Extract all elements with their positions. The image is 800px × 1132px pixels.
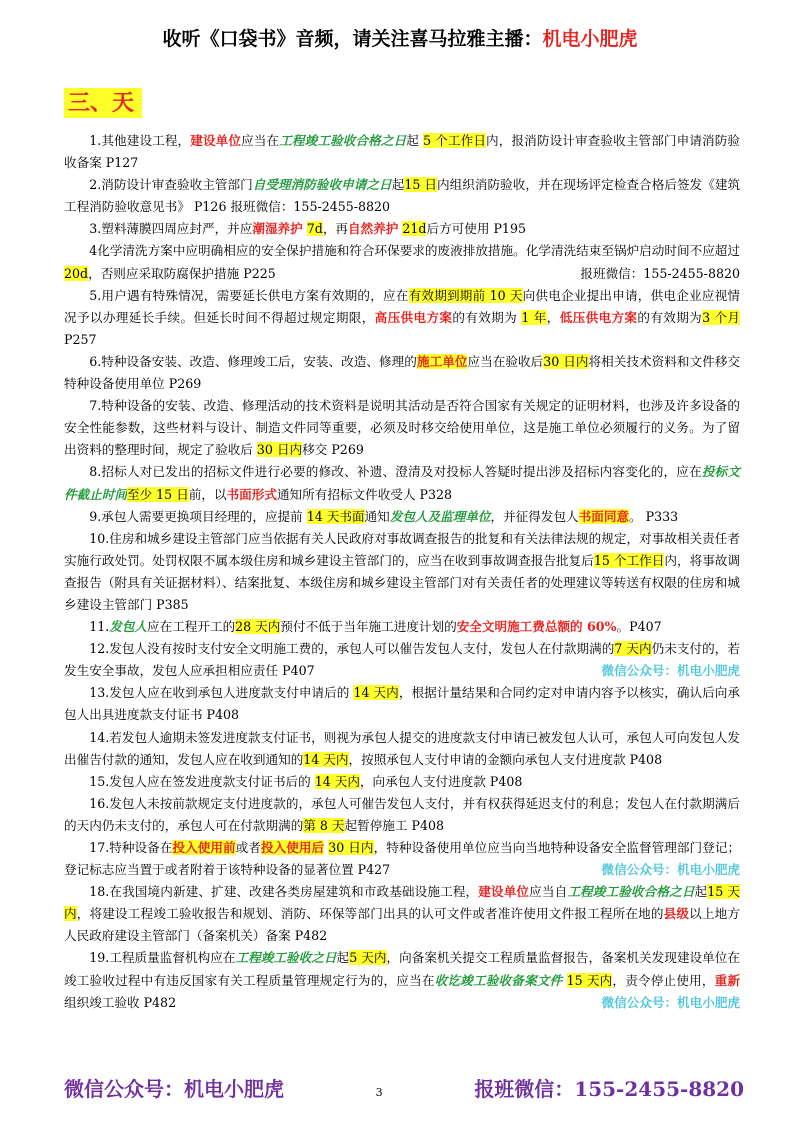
item-emphasis: 发包人及监理单位 xyxy=(389,508,491,524)
item-text: 用户遇有特殊情况，需要延长供电方案有效期的，应在 xyxy=(101,287,409,303)
item-number: 11. xyxy=(89,619,110,635)
item-emphasis: 15 天内 xyxy=(64,884,741,922)
list-item xyxy=(64,285,740,351)
wechat-tag: 微信公众号：机电小肥虎 xyxy=(601,994,740,1010)
item-text: ，责令停止使用， xyxy=(612,972,715,988)
item-text: 承包人需要更换项目经理的，应提前 xyxy=(101,508,307,524)
item-emphasis: 20d xyxy=(64,265,89,281)
item-number: 3. xyxy=(89,221,102,237)
item-text: 起暂停施工 P408 xyxy=(344,817,444,833)
item-emphasis: 3 个月 xyxy=(702,309,740,325)
list-item xyxy=(64,638,740,682)
item-text: 。P407 xyxy=(616,619,662,635)
item-emphasis: 建设单位 xyxy=(478,884,530,900)
item-emphasis: 30 日内 xyxy=(543,353,589,369)
item-text: 起 xyxy=(694,884,708,900)
item-emphasis: 工程竣工验收合格之日 xyxy=(279,133,407,148)
item-text: 或者 xyxy=(235,840,261,855)
item-text: 预付不低于当年施工进度计划的 xyxy=(280,619,457,635)
item-emphasis: 1 年 xyxy=(521,309,547,325)
item-text: 移交 P269 xyxy=(302,442,364,458)
item-text: 发包人未按前款规定支付进度款的，承包人可催告发包人支付，并有权获得延迟支付的利息；发包人在付款期满后的天内仍未支付的，承包人可在付款期满的 xyxy=(64,795,740,833)
footer-wechat: 微信公众号：机电小肥虎 xyxy=(64,1077,284,1101)
item-emphasis: 低压供电方案 xyxy=(559,309,638,325)
item-text: 特种设备的安装、改造、修理活动的技术资料是说明其活动是否符合国家有关规定的证明材料，也涉及许多设备的安全性能参数，这些材料与设计、制造文件同等重要，必须及时移交给使用单位，这是施工单位必须履行的义务。为了留出资料的整理时间，规定了验收后 xyxy=(64,398,740,458)
list-item xyxy=(64,727,740,771)
item-text: 应当自 xyxy=(529,884,568,900)
item-text: 塑料薄膜四周应封严，并应 xyxy=(101,221,253,237)
item-number: 7. xyxy=(89,398,102,414)
item-text: 特种设备安装、改造、修理竣工后，安装、改造、修理的 xyxy=(101,353,417,369)
item-text: 。 P333 xyxy=(629,508,679,524)
item-number: 15. xyxy=(89,773,110,789)
item-number: 9. xyxy=(89,508,102,524)
item-text: 起 xyxy=(406,133,424,148)
item-text: 前，以 xyxy=(188,486,227,502)
list-item xyxy=(64,793,740,837)
item-text: 工程质量监督机构应在 xyxy=(109,950,236,966)
item-number: 19. xyxy=(89,950,110,966)
item-emphasis: 自受理消防验收申请之日 xyxy=(252,177,392,193)
item-emphasis: 建设单位 xyxy=(190,133,242,148)
item-text: 内，将事故调查报告（附具有关证据材料）、结案批复、本级住房和城乡建设主管部门对有关责任者的处理建议等转送有权限的住房和城乡建设主管部门 P385 xyxy=(64,552,741,612)
item-text: ，将建设工程竣工验收报告和规划、消防、环保等部门出具的认可文件或者准许使用文件报工程所在地的 xyxy=(76,906,664,922)
item-number: 8. xyxy=(89,464,102,480)
item-text: 消防设计审查验收主管部门 xyxy=(101,177,253,193)
item-emphasis: 工程竣工验收之日 xyxy=(235,950,337,966)
item-text: ，根据计量结果和合同约定对申请内容予以核实，确认后向承包人出具进度款支付证书 P408 xyxy=(64,685,741,723)
item-emphasis: 书面形式 xyxy=(226,486,277,502)
item-text xyxy=(562,973,566,988)
item-text: 应当在验收后 xyxy=(467,353,544,369)
item-text: ，并征得发包人 xyxy=(490,508,579,524)
item-emphasis: 28 天内 xyxy=(235,619,281,635)
item-emphasis: 安全文明施工费总额的 60% xyxy=(456,619,617,635)
item-emphasis: 14 天内 xyxy=(314,773,360,789)
item-text: 组织竣工验收 P482 xyxy=(64,994,177,1010)
item-text: 的有效期为 xyxy=(637,309,703,325)
item-text: ，特种设备使用单位应当向当地特种设备安全监督管理部门登记；登记标志应当置于或者附着于该特种设备的显著位置 P427 xyxy=(64,840,741,878)
item-text: ，按照承包人支付申请的金额向承包人支付进度款 P408 xyxy=(348,751,663,767)
item-emphasis: 投标文件截止时间 xyxy=(64,464,741,502)
item-list xyxy=(64,130,740,1014)
item-number: 6. xyxy=(89,353,102,369)
item-emphasis: 书面同意 xyxy=(578,508,630,524)
item-number: 12. xyxy=(89,641,110,657)
wechat-tag: 微信公众号：机电小肥虎 xyxy=(601,663,740,679)
item-number: 2. xyxy=(89,177,102,193)
item-text: 通知所有招标文件收受人 P328 xyxy=(276,486,452,502)
item-emphasis: 发包人 xyxy=(109,619,147,635)
item-emphasis: 第 8 天 xyxy=(303,817,345,833)
item-number: 5. xyxy=(89,287,102,303)
item-text: 若发包人逾期未签发进度款支付证书，则视为承包人提交的进度款支付申请已被发包人认可，承包人可向发包人发出催告付款的通知，发包人应在收到通知的 xyxy=(64,729,740,767)
item-emphasis: 15 日 xyxy=(404,177,438,193)
item-emphasis: 5 天内 xyxy=(349,950,387,966)
item-emphasis: 县级 xyxy=(663,906,690,922)
item-emphasis: 高压供电方案 xyxy=(374,309,453,325)
item-text: 应当在 xyxy=(241,133,280,148)
item-emphasis: 收讫竣工验收备案文件 xyxy=(434,972,563,988)
item-text: 通知 xyxy=(364,508,390,524)
item-emphasis: 15 个工作日 xyxy=(593,552,665,568)
item-text: ，否则应采取防腐保护措施 P225 xyxy=(88,265,276,281)
list-item xyxy=(64,771,740,793)
item-number: 16. xyxy=(89,795,110,811)
item-number: 17. xyxy=(89,840,110,855)
wechat-tag: 微信公众号：机电小肥虎 xyxy=(601,862,740,878)
list-item xyxy=(64,130,740,174)
item-emphasis: 投入使用前 xyxy=(172,840,236,855)
item-text: 住房和城乡建设主管部门应当依据有关人民政府对事故调查报告的批复和有关法律法规的规定，对事故相关责任者实施行政处罚。处罚权限不属本级住房和城乡建设主管部门的，应当在收到事故调查报告批复后 xyxy=(64,530,740,568)
list-item xyxy=(64,682,740,726)
item-text: 应在工程开工的 xyxy=(147,619,236,635)
item-number: 10. xyxy=(89,530,110,546)
item-emphasis: 至少 15 日 xyxy=(126,486,189,502)
item-text: 内，报消防设计审查验收主管部门申请消防验收备案 P127 xyxy=(64,133,741,171)
item-emphasis: 14 天内 xyxy=(303,751,349,767)
footer-contact: 报班微信：155-2455-8820 xyxy=(474,1077,744,1101)
item-number: 14. xyxy=(89,729,110,745)
item-emphasis: 重新 xyxy=(714,972,741,988)
page-header xyxy=(0,24,800,51)
list-item xyxy=(64,218,740,240)
item-emphasis: 自然养护 xyxy=(348,221,399,237)
item-emphasis: 14 天书面 xyxy=(306,508,365,524)
item-emphasis: 21d xyxy=(402,221,427,237)
item-number: 1. xyxy=(89,133,102,148)
item-emphasis: 30 日内 xyxy=(328,840,374,855)
list-item xyxy=(64,240,740,284)
item-number: 13. xyxy=(89,685,110,701)
item-emphasis: 投入使用后 xyxy=(260,840,325,855)
item-emphasis: 5 个工作日 xyxy=(423,133,487,148)
list-item xyxy=(64,947,740,1013)
item-emphasis: 7d xyxy=(306,221,323,237)
item-text: P257 xyxy=(64,331,97,347)
item-text: 以上地方人民政府建设主管部门（备案机关）备案 P482 xyxy=(64,906,741,944)
item-number: 18. xyxy=(89,884,110,900)
item-emphasis: 潮湿养护 xyxy=(252,221,303,237)
item-text: ，向备案机关提交工程质量监督报告，备案机关发现建设单位在竣工验收过程中有违反国家有关工程质量管理规定行为的，应当在 xyxy=(64,950,741,988)
page-number: 3 xyxy=(375,1086,383,1099)
list-item xyxy=(64,174,740,218)
item-emphasis: 15 天内 xyxy=(566,972,613,988)
item-text: 特种设备在 xyxy=(109,840,173,855)
header-prefix: 收听《口袋书》音频，请关注喜马拉雅主播： xyxy=(162,28,543,50)
item-text: 仍未支付的，若发生安全事故，发包人应承担相应责任 P407 xyxy=(64,641,740,679)
list-item xyxy=(64,395,740,461)
item-text: ，向承包人支付进度款 P408 xyxy=(359,773,523,789)
list-item xyxy=(64,616,740,638)
item-emphasis: 7 天内 xyxy=(614,641,652,657)
item-text: 招标人对已发出的招标文件进行必要的修改、补遗、澄清及对投标人答疑时提出涉及招标内容变化的，应在 xyxy=(101,464,702,480)
list-item xyxy=(64,881,740,947)
item-text: 起 xyxy=(336,950,350,966)
page-footer xyxy=(64,1073,744,1102)
item-text: ，再 xyxy=(322,221,348,237)
list-item xyxy=(64,461,740,505)
contact-tag: 报班微信：155-2455-8820 xyxy=(580,265,740,281)
item-text: 化学清洗方案中应明确相应的安全保护措施和符合环保要求的废液排放措施。化学清洗结束至锅炉启动时间不应超过 xyxy=(97,243,740,259)
item-text: 的有效期为 xyxy=(452,309,522,325)
item-text: 发包人没有按时支付安全文明施工费的，承包人可以催告发包人支付，发包人在付款期满的 xyxy=(109,641,615,657)
item-emphasis: 30 日内 xyxy=(256,442,303,458)
item-number: 4 xyxy=(89,243,98,259)
item-text: 其他建设工程， xyxy=(101,133,191,148)
list-item xyxy=(64,837,740,881)
list-item xyxy=(64,351,740,395)
item-emphasis: 工程竣工验收合格之日 xyxy=(567,884,695,900)
item-text: 起 xyxy=(391,177,405,193)
item-text: 向供电企业提出申请，供电企业应视情况予以办理延长手续。但延长时间不得超过规定期限， xyxy=(64,287,740,325)
section-title: 三、天 xyxy=(64,88,142,118)
item-text: 发包人应在收到承包人进度款支付申请后的 xyxy=(109,685,354,701)
list-item xyxy=(64,528,740,616)
item-emphasis: 有效期到期前 10 天 xyxy=(408,287,523,303)
item-text: ， xyxy=(546,309,560,325)
item-text: 内组织消防验收，并在现场评定检查合格后签发《建筑工程消防验收意见书》 P126 报班微信：155-2455-8820 xyxy=(64,177,741,215)
header-host: 机电小肥虎 xyxy=(542,28,638,50)
list-item xyxy=(64,506,740,528)
item-text: 后方可使用 P195 xyxy=(426,221,526,237)
item-emphasis: 14 天内 xyxy=(353,685,399,701)
item-text: 在我国境内新建、扩建、改建各类房屋建筑和市政基础设施工程， xyxy=(109,884,479,900)
item-text: 将相关技术资料和文件移交特种设备使用单位 P269 xyxy=(64,353,741,392)
item-emphasis: 施工单位 xyxy=(416,353,468,369)
item-text: 发包人应在签发进度款支付证书后的 xyxy=(109,773,315,789)
